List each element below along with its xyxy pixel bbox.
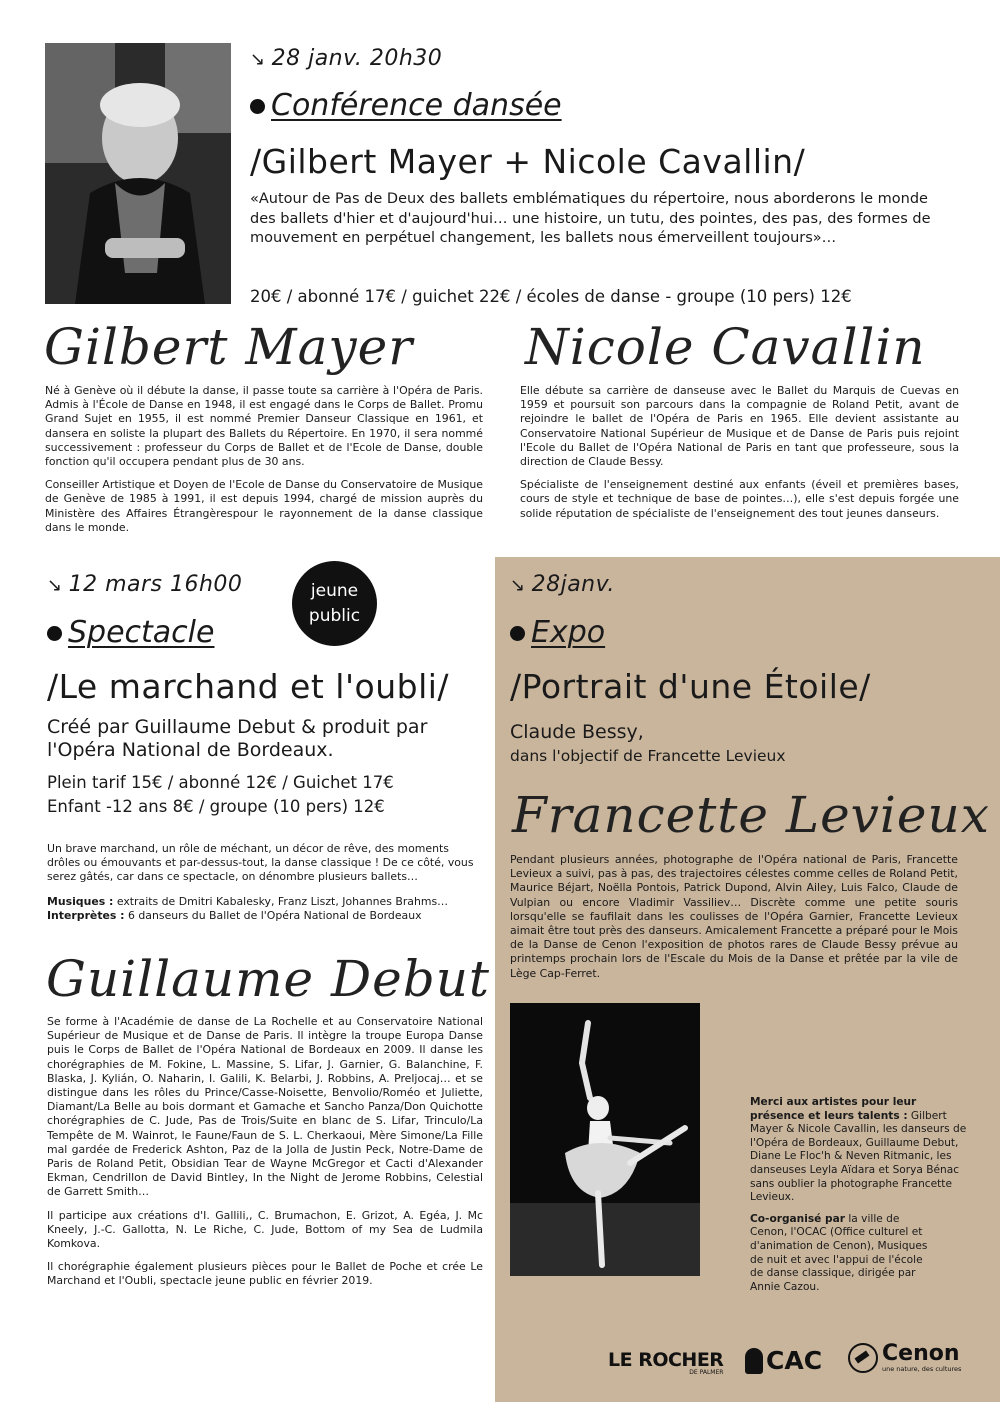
guillaume-bio-paragraph-2: Il participe aux créations d'I. Gallili,, C. Brumachon, E. Grizot, A. Egéa, J. Mc Kneely, J.-C. Gallotta, N. Le Riche, C. Jude, Bottom of my Sea de Ludmila Komkova. [47, 1208, 483, 1251]
francette-bio: Pendant plusieurs années, photographe de l'Opéra national de Paris, Francette Levieux a suivi, pas à pas, des trajectoires célestes comme celles de Roland Petit, Maurice Béjart, Noëlla Pontois, Patrick Dupond, Alvin Ailey, Luis Falco, Claude de Vulpian ou encore Vladimir Vassiliev… Discrète comme une petite souris lorsqu'elle se faufilait dans les coulisses de l'Opéra Garnier, Francette Levieux aimait être tout près des danseurs. Amicalement Francette a préparé pour le Mois de la Danse de Cenon l'exposition de photos rares de Claude Bessy prévue au printemps prochain lors de l'Escale du Mois de la Danse et prêtée par la vile de Lège Cap-Ferret. [510, 853, 958, 980]
event2-performers [47, 909, 483, 923]
event3-title: /Portrait d'une Étoile/ [510, 667, 871, 706]
cenon-logo-subtext: une nature, des cultures [882, 1365, 962, 1373]
credits-block [750, 1096, 968, 1302]
claude-bessy-ballerina-photo [510, 1003, 700, 1276]
guillaume-bio [47, 1015, 483, 1298]
event2-date [47, 572, 242, 597]
gilbert-bio-paragraph-1: Né à Genève où il débute la danse, il passe toute sa carrière à l'Opéra de Paris. Admis à l'École de Danse en 1948, il est engagé dans le Corps de Ballet. Promu Grand Sujet en 1955, il est nommé Premier Danseur Classique en 1961, et dansera en soliste la plupart des Ballets du Répertoire. En 1970, il sera nommé successivement : professeur du Corps de Ballet et de l'Ecole de Danse, double fonction qu'il occupera pendant plus de 30 ans. [45, 384, 483, 469]
cac-logo-icon [745, 1348, 763, 1374]
event1-description: «Autour de Pas de Deux des ballets emblématiques du répertoire, nous aborderons le monde des ballets d'hier et d'aujourd'hui… une histoire, un tutu, des pointes, des pas, des formes de mouvement en perpétuel changement, les ballets nous émerveillent toujours»… [250, 191, 931, 246]
nicole-bio-paragraph-1: Elle débute sa carrière de danseuse avec le Ballet du Marquis de Cuevas en 1959 et poursuit son parcours dans la compagnie de Roland Petit, avant de rejoindre le ballet de l'Opéra de Paris en 1965. Elle devient assistante au Conservatoire National Supérieur de Musique et de Danse de Paris puis rejoint l'Ecole du Ballet de l'Opéra National de Paris en tant que professeure, sous la direction de Claude Bessy. [520, 384, 959, 469]
credits-thanks-text: Gilbert Mayer & Nicole Cavallin, les danseurs de l'Opéra de Bordeaux, Guillaume Debut, Diane Le Floc'h & Neven Ritmanic, les danseuses Leyla Aïdara et Sorya Bénac sans oublier la photographe Francette Levieux. [750, 1109, 967, 1204]
event1-title: /Gilbert Mayer + Nicole Cavallin/ [250, 142, 806, 181]
gilbert-name-heading: Gilbert Mayer [44, 318, 414, 376]
guillaume-bio-paragraph-1: Se forme à l'Académie de danse de La Rochelle et au Conservatoire National Supérieur de Musique et de Danse de Paris. Il intègre la troupe Europa Danse puis le Corps de Ballet de l'Opéra National de Bordeaux en 2009. Il danse les chorégraphies de M. Fokine, L. Massine, S. Lifar, J. Garnier, G. Balanchine, F. Blaska, J. Kylián, O. Naharin, I. Galili, K. Belarbi, J. Robbins, A. Preljocaj… et se distingue dans les rôles du Prince/Casse-Noisette, Benvolio/Roméo et Juliette, Diamant/La Belle au bois dormant et Gamache et Sancho Panza/Don Quichotte chorégraphies de C. Jude, Pas de Trois/Suite en blanc de S. Lifar, Trinculo/La Tempête de M. Wainrot, le Faune/Faun de S. L. Cherkaoui, Mère Simone/La Fille mal gardée de Frederick Ashton, Paz de la Jolla de Justin Peck, Notre-Dame de Paris de Roland Petit, Obsidian Tear de Wayne McGregor et Cacti d'Alexander Ekman, Cendrillon de David Bintley, In the Night de Jerome Robbins, Celestial de Garrett Smith… [47, 1015, 483, 1199]
credits-thanks [750, 1096, 968, 1205]
guillaume-name-heading: Guillaume Debut [46, 950, 491, 1008]
bullet-dot-icon [250, 99, 265, 114]
performers-label: Interprètes : [47, 909, 125, 922]
cenon-logo-icon [848, 1343, 878, 1373]
credits-thanks-label: Merci aux artistes pour leur présence et leurs talents : [750, 1096, 917, 1122]
cenon-logo [848, 1343, 961, 1373]
le-rocher-logo-subtext: DE PALMER [689, 1369, 724, 1376]
credits-coorg-text: la ville de Cenon, l'OCAC (Office culturel et d'animation de Cenon), Musiques de nuit et avec l'appui de l'école de danse classique, dirigée par Annie Cazou. [750, 1212, 928, 1293]
francette-name-heading: Francette Levieux [512, 786, 990, 844]
event3-subtitle: Claude Bessy, [510, 721, 644, 743]
event1-date [250, 46, 442, 71]
le-rocher-logo [608, 1349, 723, 1376]
nicole-bio [520, 384, 959, 530]
event2-price-line-2: Enfant -12 ans 8€ / groupe (10 pers) 12€ [47, 797, 385, 816]
arrow-down-right-icon: ↘ [250, 49, 266, 70]
event2-type-label: Spectacle [68, 615, 215, 650]
event3-date-text: 28janv. [531, 572, 615, 597]
event2-created-by: Créé par Guillaume Debut & produit par l'Opéra National de Bordeaux. [47, 716, 428, 761]
gilbert-mayer-photo [45, 43, 231, 304]
credits-coorg [750, 1213, 930, 1295]
performers-text: 6 danseurs du Ballet de l'Opéra National de Bordeaux [124, 909, 422, 922]
le-rocher-logo-text: LE ROCHER [608, 1349, 724, 1371]
gilbert-bio [45, 384, 483, 544]
bullet-dot-icon [510, 626, 525, 641]
badge-line-1: jeune [310, 580, 359, 601]
arrow-down-right-icon: ↘ [47, 575, 63, 596]
credits-coorg-label: Co-organisé par [750, 1212, 845, 1225]
event3-type-label: Expo [531, 615, 606, 650]
cac-logo-text: CAC [766, 1346, 823, 1375]
jeune-public-badge [292, 561, 377, 646]
cenon-logo-text: Cenon [882, 1341, 960, 1366]
event2-music [47, 895, 483, 909]
event1-prices: 20€ / abonné 17€ / guichet 22€ / écoles de danse - groupe (10 pers) 12€ [250, 287, 852, 306]
guillaume-bio-paragraph-3: Il chorégraphie également plusieurs pièces pour le Ballet de Poche et crée Le Marchand et l'Oubli, spectacle jeune public en février 2019. [47, 1260, 483, 1288]
event2-title: /Le marchand et l'oubli/ [47, 667, 450, 706]
gilbert-bio-paragraph-2: Conseiller Artistique et Doyen de l'Ecole de Danse du Conservatoire de Musique de Genève de 1985 à 1991, il est depuis 1994, chargé de mission auprès du Ministère des Affaires Étrangèrespour le rayonnement de la danse classique dans le monde. [45, 478, 483, 534]
music-label: Musiques : [47, 895, 114, 908]
event2-price-line-1: Plein tarif 15€ / abonné 12€ / Guichet 17€ [47, 773, 394, 792]
nicole-bio-paragraph-2: Spécialiste de l'enseignement destiné aux enfants (éveil et premières bases, cours de style et technique de base de pointes…), elle s'est depuis forgée une solide réputation de spécialiste de l'enseignement des tout jeunes danseurs. [520, 478, 959, 520]
arrow-down-right-icon: ↘ [510, 575, 526, 596]
event2-date-text: 12 mars 16h00 [68, 572, 243, 597]
event3-date [510, 572, 615, 597]
event2-type [47, 615, 214, 650]
cac-logo [745, 1346, 822, 1375]
badge-line-2: public [308, 605, 361, 626]
event3-type [510, 615, 605, 650]
nicole-name-heading: Nicole Cavallin [525, 318, 926, 376]
event1-type-label: Conférence dansée [271, 88, 562, 123]
event2-description: Un brave marchand, un rôle de méchant, un décor de rêve, des moments drôles ou émouvants et par-dessus-tout, la danse classique ! De ce côté, vous serez gâtés, car dans ce spectacle, on dénombre plusieurs ballets… [47, 842, 474, 884]
music-text: extraits de Dmitri Kabalesky, Franz Liszt, Johannes Brahms… [113, 895, 449, 908]
event3-subtitle-2: dans l'objectif de Francette Levieux [510, 747, 786, 765]
event1-type [250, 88, 562, 123]
event1-date-text: 28 janv. 20h30 [271, 46, 443, 71]
bullet-dot-icon [47, 626, 62, 641]
